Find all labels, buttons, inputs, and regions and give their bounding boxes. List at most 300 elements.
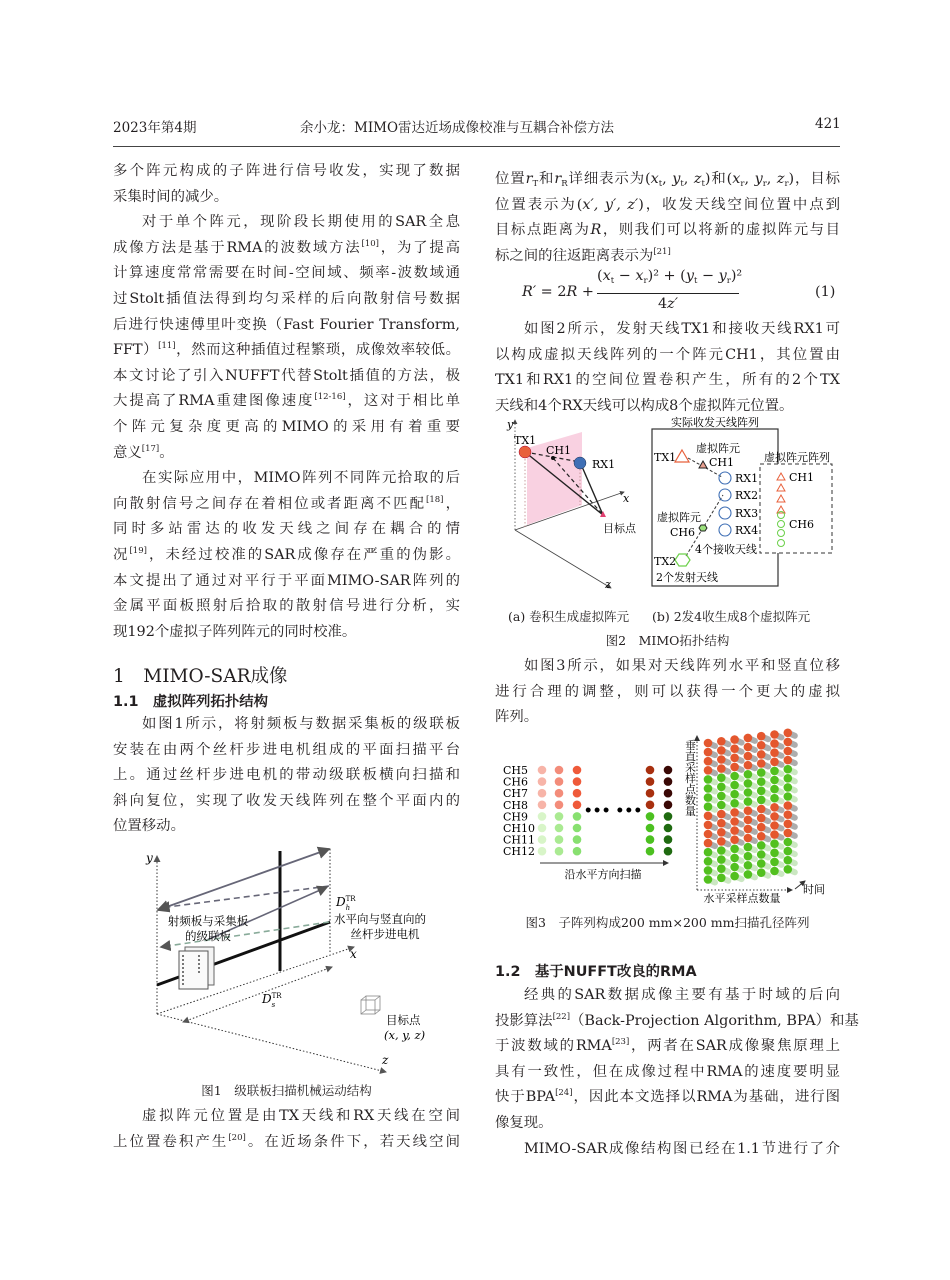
citation: [23] xyxy=(611,1037,630,1048)
fig3-grid-dot xyxy=(717,792,726,801)
text-run: 进行合理的调整，则可以获得一个更大的虚拟 xyxy=(495,683,840,700)
fig1-target-label: 目标点 xyxy=(386,1013,421,1027)
subscript: t xyxy=(658,179,663,189)
header-rule xyxy=(113,146,840,147)
text-run: 和 xyxy=(538,171,555,187)
fig3-grid-dot xyxy=(704,839,713,848)
math-symbol: z′ xyxy=(667,296,678,312)
fig3-grid-dot xyxy=(770,830,779,839)
fig3-channel-dot xyxy=(646,777,655,786)
text-line xyxy=(113,210,460,236)
citation: [21] xyxy=(653,246,671,257)
fig2b-virtual-title: 虚拟阵元阵列 xyxy=(764,451,830,464)
text-run: 目标点距离为 xyxy=(495,222,591,239)
fig3-grid-dot xyxy=(784,829,793,838)
journal-issue: 2023年第4期 xyxy=(113,120,197,136)
math-symbol: y xyxy=(685,268,694,284)
fig3-grid-dot xyxy=(704,812,713,821)
fig3-channel-dot xyxy=(646,835,655,844)
text-run: , xyxy=(766,171,777,187)
fig3-channel-dot xyxy=(538,801,547,810)
text-line xyxy=(113,492,460,518)
text-run: 如图1所示，将射频板与数据采集板的级联板 xyxy=(142,716,460,732)
fig3-grid-dot xyxy=(717,864,726,873)
fig3-channel-label: CH8 xyxy=(503,798,529,812)
text-line xyxy=(495,218,840,244)
fig3-grid-dot xyxy=(704,857,713,866)
text-run: 本文提出了通过对平行于平面MIMO-SAR阵列的 xyxy=(113,572,460,589)
fig3-grid-dot xyxy=(784,856,793,865)
text-line xyxy=(495,1009,859,1035)
fig3-channel-dot xyxy=(573,847,582,856)
fig3-grid-dot xyxy=(770,803,779,812)
figure-2 xyxy=(495,415,845,595)
text-run: , xyxy=(662,171,673,187)
subscript: r xyxy=(740,179,745,189)
fig3-channel-label: CH7 xyxy=(503,787,529,801)
figure-3 xyxy=(495,728,840,903)
cascade-board-icon xyxy=(179,947,214,989)
fig1-axis-x: x xyxy=(350,947,357,961)
fig3-grid-dot xyxy=(757,732,766,741)
fig3-grid-dot xyxy=(730,835,739,844)
fig2a-axis-y: y xyxy=(507,418,514,431)
fig2b-rx3-label: RX3 xyxy=(735,507,759,520)
fig3-channel-dot xyxy=(664,766,673,775)
fig2a-rx1-label: RX1 xyxy=(592,458,616,471)
text-line xyxy=(495,244,840,270)
fig3-grid-dot xyxy=(704,766,713,775)
fig3-channel-dot xyxy=(538,789,547,798)
fig3-grid-dot xyxy=(770,776,779,785)
fig3-grid-dot xyxy=(784,820,793,829)
fig3-grid-dot xyxy=(784,738,793,747)
math-symbol: x xyxy=(650,171,659,187)
fig3-grid-dot xyxy=(744,779,753,788)
fig3-grid-dot xyxy=(717,874,726,883)
citation: [18] xyxy=(426,494,444,505)
fig3-channel-dot xyxy=(555,847,564,856)
fig3-channel-dot xyxy=(573,835,582,844)
citation: [22] xyxy=(552,1011,571,1022)
fig3-channel-dot xyxy=(646,766,655,775)
text-run: 于波数域的RMA xyxy=(495,1038,612,1055)
fig3-channel-dot xyxy=(664,801,673,810)
fig1-axis-z: z xyxy=(382,1053,389,1067)
fig3-channel-dot xyxy=(573,812,582,821)
fig3-grid-dot xyxy=(757,841,766,850)
fig3-grid-dot xyxy=(730,808,739,817)
text-run: 像复现。 xyxy=(495,1114,553,1131)
text-run: ( xyxy=(597,268,603,284)
section-heading-1-1: 1.1 虚拟阵列拓扑结构 xyxy=(113,694,269,710)
fig3-grid-dot xyxy=(757,787,766,796)
text-line xyxy=(113,620,460,646)
fig3-grid-dot xyxy=(770,812,779,821)
text-run: 具有一致性，但在成像过程中RMA的速度要明显 xyxy=(495,1063,840,1080)
subscript: r xyxy=(726,276,731,286)
subscript: t xyxy=(680,179,684,189)
fig3-grid-dot xyxy=(717,773,726,782)
text-run: 后进行快速傅里叶变换（Fast Fourier Transform, xyxy=(113,316,460,333)
text-run: , xyxy=(683,171,694,187)
text-line xyxy=(113,1130,460,1156)
fig3-grid-dot xyxy=(730,863,739,872)
fig2a-axis-x: x xyxy=(623,492,630,505)
text-run: MIMO-SAR成像结构图已经在1.1节进行了介 xyxy=(524,1140,840,1157)
fig3-channel-dot xyxy=(555,835,564,844)
text-run: ，则我们可以将新的虚拟阵元与目 xyxy=(601,222,840,239)
fig3-grid-dot xyxy=(744,734,753,743)
equation-number: (1) xyxy=(815,284,836,300)
citation: [17] xyxy=(141,443,160,454)
text-run: 上位置卷积产生 xyxy=(113,1133,229,1150)
text-run: 以构成虚拟天线阵列的一个阵元CH1，其位置由 xyxy=(495,346,840,363)
tx2-hexagon-icon xyxy=(675,554,690,566)
citation: [24] xyxy=(555,1088,573,1099)
right-text-block-4 xyxy=(495,983,859,1162)
text-line xyxy=(495,368,840,394)
fig3-grid-dot xyxy=(757,750,766,759)
right-text-block-1 xyxy=(495,167,840,269)
fig3-grid-dot xyxy=(717,819,726,828)
fig3-channel-dot xyxy=(573,789,582,798)
fig3-grid-dot xyxy=(744,743,753,752)
figure-2a-subcaption: (a) 卷积生成虚拟阵元 xyxy=(508,609,630,624)
fig1-motor-label-2: 丝杆步进电机 xyxy=(350,927,420,941)
fig3-grid-dot xyxy=(784,792,793,801)
fig3-grid-dot xyxy=(717,783,726,792)
text-run: )² + ( xyxy=(647,268,686,284)
text-line xyxy=(113,364,460,390)
fig3-grid-dot xyxy=(730,826,739,835)
fig3-grid-dot xyxy=(744,806,753,815)
ch6-hexagon-icon xyxy=(699,525,707,531)
subscript: T xyxy=(532,179,539,189)
fig3-channel-dot xyxy=(664,812,673,821)
math-symbol: R xyxy=(566,284,578,300)
text-run: 斜向复位，实现了收发天线阵列在整个平面内的 xyxy=(113,792,460,809)
text-run: , xyxy=(744,171,755,187)
fig3-grid-dot xyxy=(757,796,766,805)
figure-3-caption: 图3 子阵列构成200 mm×200 mm扫描孔径阵列 xyxy=(525,915,810,930)
text-run: − xyxy=(697,268,719,284)
fig3-grid-dot xyxy=(730,735,739,744)
fig2a-tx1-label: TX1 xyxy=(514,434,537,447)
fig3-channel-dot xyxy=(538,847,547,856)
math-symbol: R xyxy=(590,222,602,239)
fig2b-ch1-label: CH1 xyxy=(709,456,735,469)
text-run: 同时多站雷达的收发天线之间存在耦合的情 xyxy=(113,521,460,538)
text-run: 如图2所示，发射天线TX1和接收天线RX1可 xyxy=(524,321,840,337)
fig3-grid-dot xyxy=(704,739,713,748)
text-run: 意义 xyxy=(113,444,142,461)
fig3-channel-dot xyxy=(555,812,564,821)
right-text-block-2 xyxy=(495,317,840,419)
text-run: )和( xyxy=(704,171,733,187)
fig3-channel-dot xyxy=(646,847,655,856)
fig3-grid-dot xyxy=(784,729,793,738)
citation: [11] xyxy=(158,341,176,352)
text-run: 如图3所示，如果对天线阵列水平和竖直位移 xyxy=(524,658,840,674)
fig2b-tx1-label: TX1 xyxy=(654,451,677,464)
fig3-channel-dot xyxy=(555,777,564,786)
target-cube-icon xyxy=(361,996,380,1014)
fig3-channel-dot xyxy=(573,824,582,833)
fig3-grid-dot xyxy=(770,767,779,776)
fig3-grid-dot xyxy=(784,847,793,856)
fig3-channel-dot xyxy=(646,824,655,833)
text-line xyxy=(113,441,460,467)
text-line xyxy=(113,569,460,595)
fig3-grid-dot xyxy=(744,852,753,861)
fig3-grid-dot xyxy=(704,848,713,857)
text-run: − xyxy=(614,268,636,284)
text-run: )² xyxy=(730,268,743,284)
text-line xyxy=(495,1111,840,1137)
fig3-grid-dot xyxy=(730,772,739,781)
fig3-grid-dot xyxy=(730,799,739,808)
fig2b-ch6-label: CH6 xyxy=(670,526,696,539)
fig3-grid-dot xyxy=(704,784,713,793)
fig3-grid-dot xyxy=(704,757,713,766)
fig3-grid-dot xyxy=(704,748,713,757)
math-symbol: r xyxy=(525,171,533,187)
fig3-channel-label: CH5 xyxy=(503,764,529,777)
fig3-grid-dot xyxy=(730,817,739,826)
fig3-grid-dot xyxy=(704,866,713,875)
fig3-channel-label: CH9 xyxy=(503,810,529,824)
text-run: 标之间的往返距离表示为 xyxy=(495,247,654,264)
fig3-grid-dot xyxy=(757,868,766,877)
subscript: r xyxy=(784,179,789,189)
fig2a-ch1-label: CH1 xyxy=(546,444,572,457)
fig3-channel-dot xyxy=(573,777,582,786)
text-line xyxy=(113,738,460,764)
fig3-grid-dot xyxy=(784,801,793,810)
text-run: = 2 xyxy=(536,284,567,300)
tx1-triangle-icon xyxy=(675,450,689,462)
ch1-triangle-icon xyxy=(699,461,707,468)
subscript: t xyxy=(693,276,698,286)
fig3-channel-dot xyxy=(538,766,547,775)
citation: [12-16] xyxy=(314,392,346,403)
fig3-grid-dot xyxy=(757,814,766,823)
fig3-grid-dot xyxy=(770,867,779,876)
figure-1 xyxy=(130,840,450,1080)
fig3-channel-dot xyxy=(646,812,655,821)
math-symbol: r xyxy=(554,171,562,187)
text-run: （Back-Projection Algorithm, BPA）和基 xyxy=(570,1012,859,1029)
fig1-board-label: 射频板与采集板 xyxy=(167,914,249,928)
fig3-grid-dot xyxy=(744,816,753,825)
fig3-vertical-label: 垂直采样点数量 xyxy=(683,739,697,817)
figure-1-caption: 图1 级联板扫描机械运动结构 xyxy=(201,1083,372,1098)
text-run: 成像方法是基于RMA的波数域方法 xyxy=(113,239,362,256)
math-symbol: x xyxy=(732,171,741,187)
text-run: 况 xyxy=(113,546,130,563)
fig3-grid-dot xyxy=(704,875,713,884)
text-run: 快于BPA xyxy=(495,1089,556,1106)
fig3-grid-dot xyxy=(784,838,793,847)
fig3-grid-dot xyxy=(770,839,779,848)
text-run: ，为了提高 xyxy=(378,239,460,256)
text-line xyxy=(113,261,460,287)
fig3-channel-dot xyxy=(538,777,547,786)
text-run: ， xyxy=(443,495,460,512)
fig3-grid-dot xyxy=(757,741,766,750)
fig3-grid-dot xyxy=(717,855,726,864)
fig3-time-label: 时间 xyxy=(803,883,825,896)
fig3-grid-dot xyxy=(704,793,713,802)
text-line xyxy=(495,193,840,219)
fig1-board-label-2: 的级联板 xyxy=(185,929,231,943)
fig3-grid-dot xyxy=(744,834,753,843)
text-line xyxy=(113,287,460,313)
figure-2b-subcaption: (b) 2发4收生成8个虚拟阵元 xyxy=(652,609,811,624)
fig3-channel-dot xyxy=(664,777,673,786)
fig3-grid-dot xyxy=(704,830,713,839)
fig3-channel-dot xyxy=(664,789,673,798)
fig3-grid-dot xyxy=(770,748,779,757)
fig3-grid-dot xyxy=(770,849,779,858)
fig3-channel-dot xyxy=(664,824,673,833)
citation: [20] xyxy=(228,1132,246,1143)
text-line xyxy=(113,185,460,211)
fig2b-va-ch6: CH6 xyxy=(789,518,815,531)
section-heading-1: 1 MIMO-SAR成像 xyxy=(113,666,288,687)
text-line xyxy=(495,1034,840,1060)
text-line xyxy=(113,814,460,840)
text-run: 向散射信号之间存在着相位或者距离不匹配 xyxy=(113,495,427,512)
citation: [10] xyxy=(361,238,379,249)
fig3-grid-dot xyxy=(717,837,726,846)
fig3-grid-dot xyxy=(717,801,726,810)
fig3-grid-dot xyxy=(717,810,726,819)
fig3-channel-dot xyxy=(555,789,564,798)
math-symbol: x xyxy=(602,268,611,284)
fig3-horizontal-label: 水平采样点数量 xyxy=(703,892,781,903)
fraction-bar xyxy=(597,293,739,294)
fig3-grid-dot xyxy=(770,785,779,794)
fig3-grid-dot xyxy=(717,828,726,837)
subscript: r xyxy=(762,179,767,189)
page-number: 421 xyxy=(815,116,841,132)
text-line xyxy=(113,236,460,262)
fig1-ds-label: $D^{TR}$ s xyxy=(262,992,282,1009)
text-run: 。 xyxy=(159,444,174,461)
text-run: 位置 xyxy=(495,171,526,187)
text-run: 详细表示为( xyxy=(567,171,651,187)
fig3-scan-label: 沿水平方向扫描 xyxy=(564,868,642,881)
fig2a-axis-z: z xyxy=(605,578,611,591)
rx-circles xyxy=(719,472,731,536)
fig2b-box-title: 实际收发天线阵列 xyxy=(671,416,759,429)
fig3-grid-dot xyxy=(784,783,793,792)
fig3-grid-dot xyxy=(730,872,739,881)
text-run: 采集时间的减少。 xyxy=(113,188,229,205)
fig2b-rx-count: 4个接收天线 xyxy=(695,543,757,556)
text-line xyxy=(495,983,840,1009)
text-line xyxy=(113,763,460,789)
section-heading-1-2: 1.2 基于NUFFT改良的RMA xyxy=(495,964,697,980)
fig3-grid-dot xyxy=(730,763,739,772)
fig2b-rx1-label: RX1 xyxy=(735,472,759,485)
text-line xyxy=(495,317,840,343)
text-line xyxy=(495,705,840,731)
fig3-grid-dot xyxy=(704,821,713,830)
fig3-grid-dot xyxy=(784,765,793,774)
fig3-grid-dot xyxy=(784,756,793,765)
fig3-channel-dot xyxy=(555,824,564,833)
fig3-grid-dot xyxy=(757,850,766,859)
fig3-channel-label: CH12 xyxy=(503,845,536,859)
fig3-grid-dot xyxy=(770,821,779,830)
formula-lhs xyxy=(522,284,594,300)
text-line xyxy=(113,1104,460,1130)
text-line xyxy=(113,543,460,569)
text-run: 投影算法 xyxy=(495,1012,553,1029)
fig3-grid-dot xyxy=(770,858,779,867)
math-symbol: R′ xyxy=(522,284,537,300)
text-run: )，目标 xyxy=(788,171,841,187)
fig3-grid-dot xyxy=(730,744,739,753)
left-text-block-3 xyxy=(113,1104,460,1155)
running-title: 余小龙：MIMO雷达近场成像校准与互耦合补偿方法 xyxy=(300,120,615,136)
text-run: 位置表示为( xyxy=(495,196,583,213)
text-line xyxy=(113,789,460,815)
fig3-grid-dot xyxy=(784,747,793,756)
fig3-grid-dot xyxy=(744,797,753,806)
text-line xyxy=(495,343,840,369)
fig1-target-coords: (x, y, z) xyxy=(384,1028,426,1042)
fig3-grid-dot xyxy=(730,854,739,863)
fig2b-rx2-label: RX2 xyxy=(735,489,759,502)
fig3-grid-dot xyxy=(744,825,753,834)
math-symbol: y xyxy=(718,268,727,284)
fig3-grid-dot xyxy=(717,755,726,764)
fig3-channel-label: CH6 xyxy=(503,775,529,789)
fig2b-tx2-label: TX2 xyxy=(654,555,677,568)
text-run: 现192个虚拟子阵列阵元的同时校准。 xyxy=(113,623,357,640)
fig3-grid-dot xyxy=(757,805,766,814)
fig2a-target-label: 目标点 xyxy=(603,522,636,535)
text-run: FFT） xyxy=(113,342,159,359)
text-run: 阵列。 xyxy=(495,709,539,726)
math-symbol: z xyxy=(693,171,702,187)
fig3-grid-dot xyxy=(770,739,779,748)
text-run: 4 xyxy=(657,296,668,312)
fig3-grid-dot xyxy=(730,781,739,790)
fig3-grid-dot xyxy=(757,777,766,786)
text-line xyxy=(495,1060,840,1086)
math-symbol: x′, y′, z′ xyxy=(582,196,639,213)
subscript: R xyxy=(561,179,568,189)
text-run: 对于单个阵元，现阶段长期使用的SAR全息 xyxy=(142,214,460,231)
fig2b-tx-count: 2个发射天线 xyxy=(656,571,718,584)
fig3-channel-dot xyxy=(538,835,547,844)
text-run: 过Stolt插值法得到均匀采样的后向散射信号数据 xyxy=(113,290,460,307)
formula-numerator xyxy=(597,268,743,286)
text-run: 计算速度常常需要在时间-空间域、频率-波数域通 xyxy=(113,265,460,282)
fig3-channel-dot xyxy=(538,812,547,821)
fig2b-va-ch1: CH1 xyxy=(789,471,815,484)
text-line xyxy=(113,712,460,738)
text-line xyxy=(113,594,460,620)
text-run: 位置移动。 xyxy=(113,818,185,835)
fig3-channel-dot xyxy=(555,766,564,775)
subscript: t xyxy=(610,276,615,286)
